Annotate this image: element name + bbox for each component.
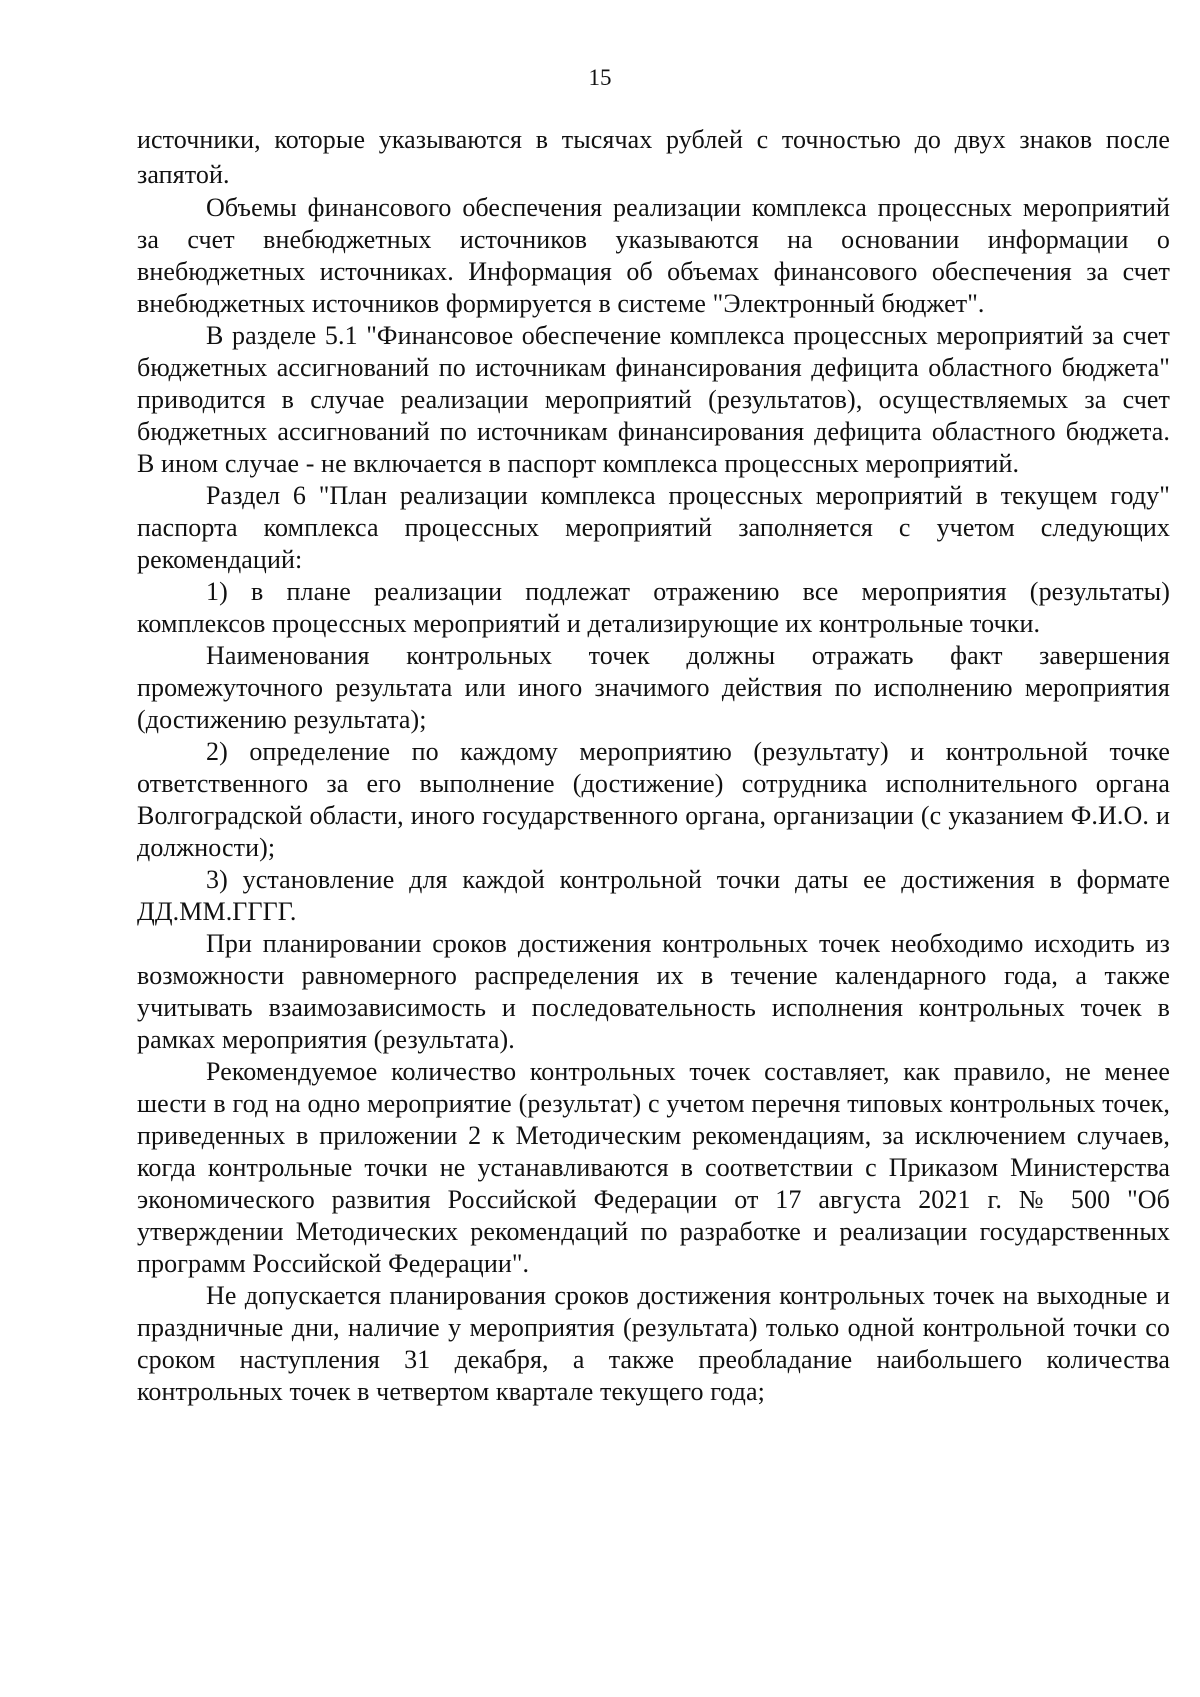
paragraph-recommended-count: Рекомендуемое количество контрольных точек составляет, как правило, не менее шести в год на одно мероприятие (результат) с учетом перечня типовых контрольных точек, приведенных в приложении 2 к Методическим рекомендациям, за исключением случаев, когда контрольные точки не устанавливаются в соответствии с Приказом Министерства экономического развития Российской Федерации от 17 августа 2021 г. № 500 "Об утверждении Методических рекомендаций по разработке и реализации государственных программ Российской Федерации".	[137, 1057, 1170, 1278]
paragraph-planning-deadlines: При планировании сроков достижения контрольных точек необходимо исходить из возможности равномерного распределения их в течение календарного года, а также учитывать взаимозависимость и последовательность исполнения контрольных точек в рамках мероприятия (результата).	[137, 929, 1170, 1054]
document-body	[137, 122, 1170, 1408]
paragraph-section-6: Раздел 6 "План реализации комплекса процессных мероприятий в текущем году" паспорта комплекса процессных мероприятий заполняется с учетом следующих рекомендаций:	[137, 481, 1170, 574]
list-item-2: 2) определение по каждому мероприятию (результату) и контрольной точке ответственного за его выполнение (достижение) сотрудника исполнительного органа Волгоградской области, иного государственного органа, организации (с указанием Ф.И.О. и должности);	[137, 737, 1170, 862]
paragraph-extrabudgetary-sources: Объемы финансового обеспечения реализации комплекса процессных мероприятий за счет внебюджетных источников указываются на основании информации о внебюджетных источниках. Информация об объемах финансового обеспечения за счет внебюджетных источников формируется в системе "Электронный бюджет".	[137, 193, 1170, 318]
paragraph-not-allowed: Не допускается планирования сроков достижения контрольных точек на выходные и праздничные дни, наличие у мероприятия (результата) только одной контрольной точки со сроком наступления 31 декабря, а также преобладание наибольшего количества контрольных точек в четвертом квартале текущего года;	[137, 1281, 1170, 1406]
paragraph-continuation: источники, которые указываются в тысячах рублей с точностью до двух знаков после запятой.	[137, 125, 1170, 189]
list-item-1: 1) в плане реализации подлежат отражению все мероприятия (результаты) комплексов процессных мероприятий и детализирующие их контрольные точки.	[137, 577, 1170, 638]
paragraph-checkpoint-names: Наименования контрольных точек должны отражать факт завершения промежуточного результата или иного значимого действия по исполнению мероприятия (достижению результата);	[137, 641, 1170, 734]
paragraph-section-5-1: В разделе 5.1 "Финансовое обеспечение комплекса процессных мероприятий за счет бюджетных ассигнований по источникам финансирования дефицита областного бюджета" приводится в случае реализации мероприятий (результатов), осуществляемых за счет бюджетных ассигнований по источникам финансирования дефицита областного бюджета. В ином случае - не включается в паспорт комплекса процессных мероприятий.	[137, 321, 1170, 478]
list-item-3: 3) установление для каждой контрольной точки даты ее достижения в формате ДД.ММ.ГГГГ.	[137, 865, 1170, 926]
page-number: 15	[588, 65, 612, 90]
